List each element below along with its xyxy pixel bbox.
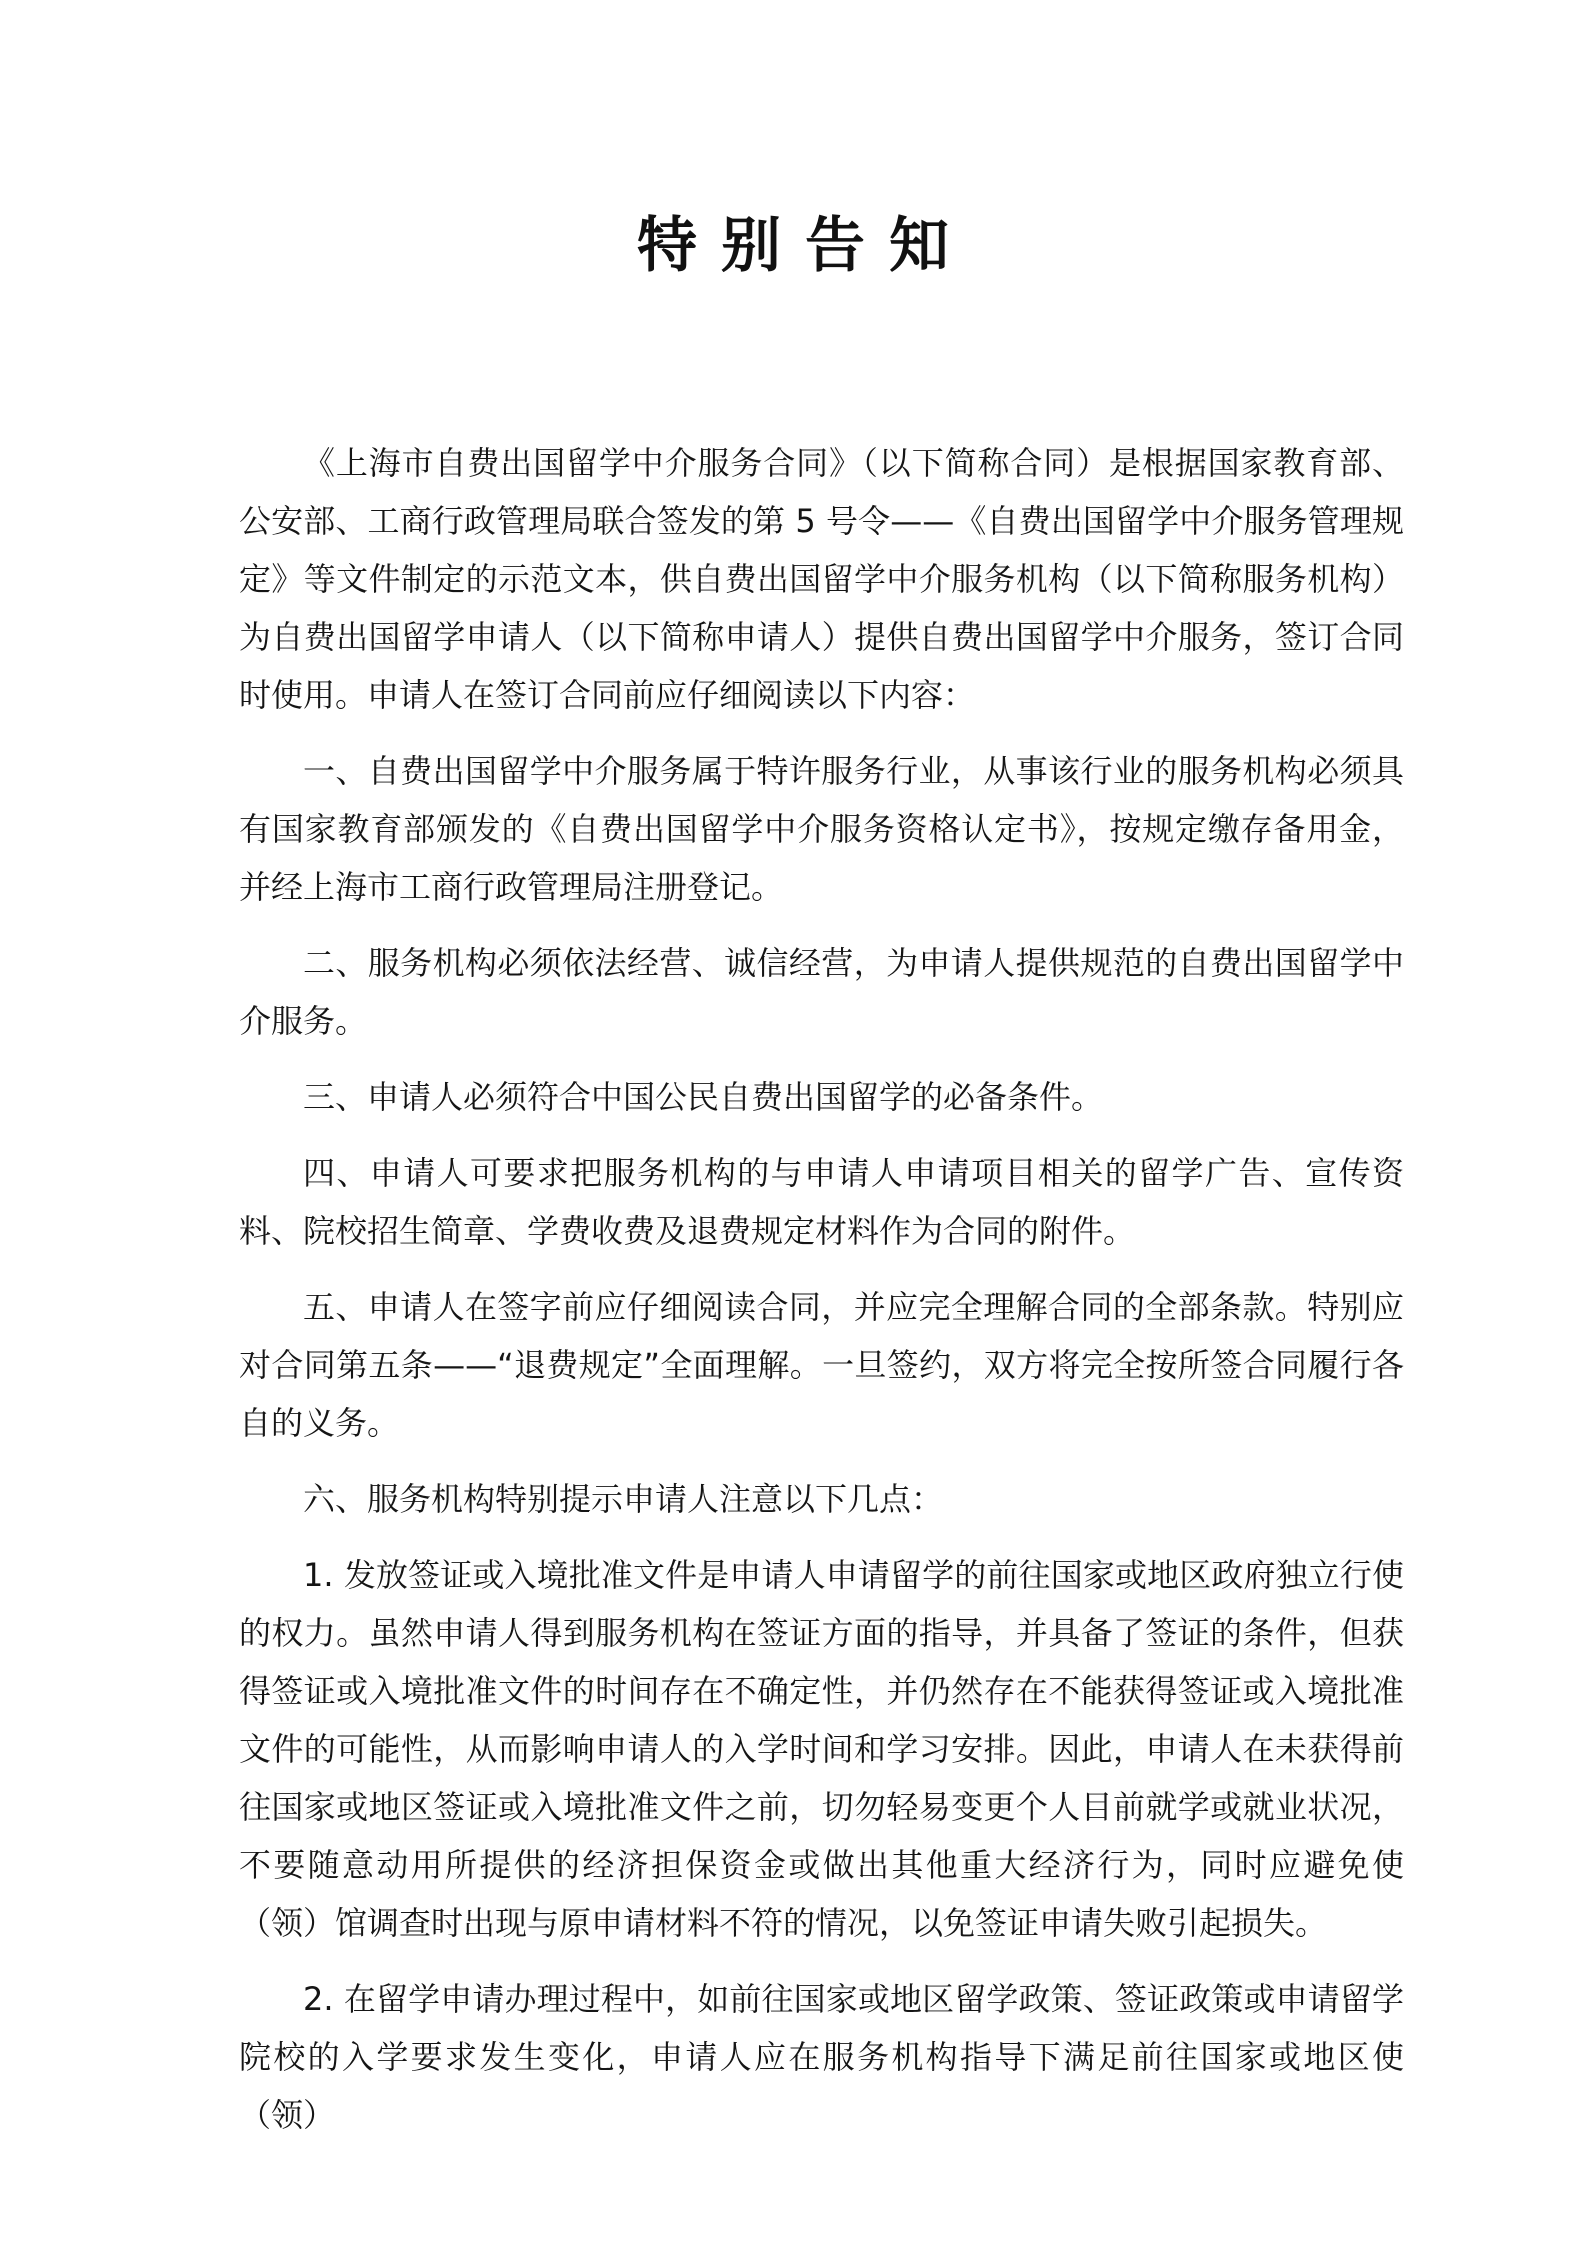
- clause-4-paragraph: 四、申请人可要求把服务机构的与申请人申请项目相关的留学广告、宣传资料、院校招生简章、学费收费及退费规定材料作为合同的附件。: [239, 1154, 1404, 1250]
- document-title: 特别告知: [637, 211, 973, 281]
- clause-6-item-2-paragraph: 2. 在留学申请办理过程中，如前往国家或地区留学政策、签证政策或申请留学院校的入学要求发生变化，申请人应在服务机构指导下满足前往国家或地区使（领）: [239, 1980, 1404, 2134]
- clause-6-paragraph: 六、服务机构特别提示申请人注意以下几点：: [303, 1480, 944, 1518]
- clause-5-paragraph: 五、申请人在签字前应仔细阅读合同，并应完全理解合同的全部条款。特别应对合同第五条——“退费规定”全面理解。一旦签约，双方将完全按所签合同履行各自的义务。: [239, 1288, 1404, 1442]
- clause-1-paragraph: 一、自费出国留学中介服务属于特许服务行业，从事该行业的服务机构必须具有国家教育部颁发的《自费出国留学中介服务资格认定书》，按规定缴存备用金，并经上海市工商行政管理局注册登记。: [239, 752, 1404, 906]
- clause-2-paragraph: 二、服务机构必须依法经营、诚信经营，为申请人提供规范的自费出国留学中介服务。: [239, 944, 1404, 1040]
- clause-3-paragraph: 三、申请人必须符合中国公民自费出国留学的必备条件。: [303, 1078, 1104, 1116]
- intro-paragraph: 《上海市自费出国留学中介服务合同》（以下简称合同）是根据国家教育部、公安部、工商行政管理局联合签发的第 5 号令——《自费出国留学中介服务管理规定》等文件制定的示范文本，供自费出国留学中介服务机构（以下简称服务机构）为自费出国留学申请人（以下简称申请人）提供自费出国留学中介服务，签订合同时使用。申请人在签订合同前应仔细阅读以下内容：: [239, 444, 1404, 714]
- clause-6-item-1-paragraph: 1. 发放签证或入境批准文件是申请人申请留学的前往国家或地区政府独立行使的权力。虽然申请人得到服务机构在签证方面的指导，并具备了签证的条件，但获得签证或入境批准文件的时间存在不确定性，并仍然存在不能获得签证或入境批准文件的可能性，从而影响申请人的入学时间和学习安排。因此，申请人在未获得前往国家或地区签证或入境批准文件之前，切勿轻易变更个人目前就学或就业状况，不要随意动用所提供的经济担保资金或做出其他重大经济行为，同时应避免使（领）馆调查时出现与原申请材料不符的情况，以免签证申请失败引起损失。: [239, 1556, 1404, 1942]
- document-body: [239, 434, 1404, 2162]
